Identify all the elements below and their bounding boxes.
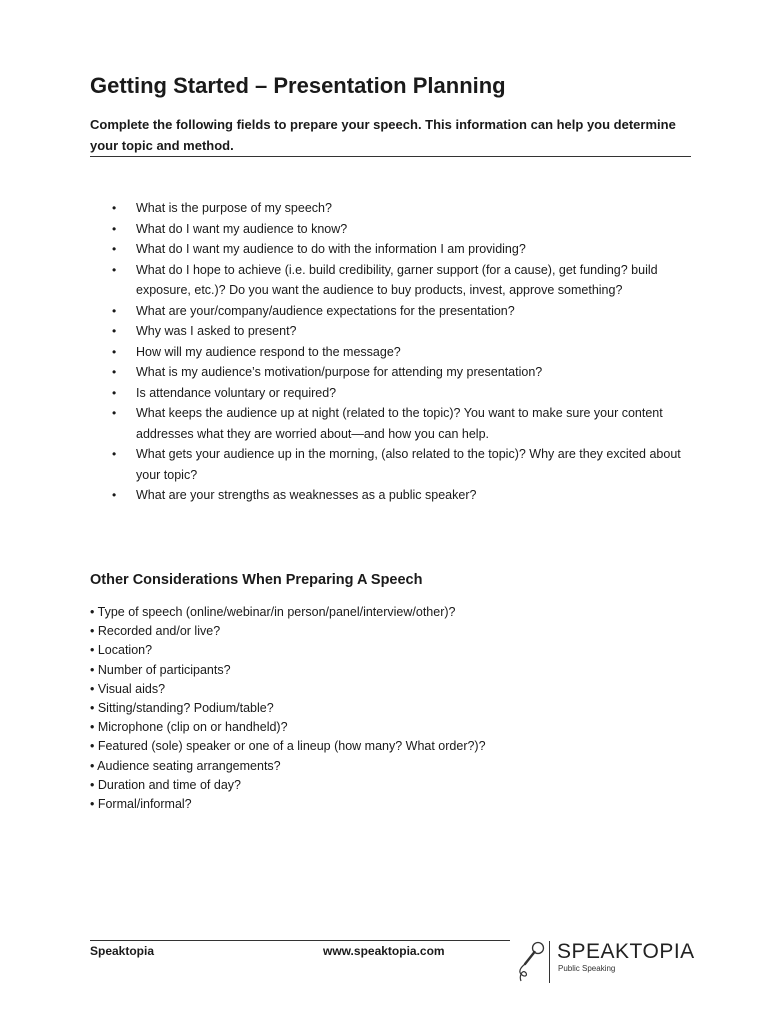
- question-text: Is attendance voluntary or required?: [136, 385, 337, 400]
- question-item: [112, 219, 692, 240]
- bullet-icon: •: [112, 324, 117, 338]
- question-text: What keeps the audience up at night (related to the topic)? You want to make sure your content addresses what they are worried about—and how you can help.: [136, 406, 663, 441]
- consideration-item: • Visual aids?: [90, 681, 166, 696]
- bullet-icon: •: [112, 242, 117, 256]
- logo-divider: [549, 941, 550, 983]
- bullet-icon: •: [112, 262, 117, 277]
- question-item: [112, 301, 692, 322]
- header-divider: [90, 156, 691, 157]
- bullet-icon: •: [112, 344, 117, 359]
- consideration-item: • Audience seating arrangements?: [90, 758, 281, 773]
- question-text: What do I hope to achieve (i.e. build credibility, garner support (for a cause), get funding? build exposure, etc.)? Do you want the audience to buy products, invest, approve something?: [136, 262, 658, 297]
- consideration-item: • Microphone (clip on or handheld)?: [90, 720, 288, 735]
- question-text: What do I want my audience to do with the information I am providing?: [136, 242, 526, 256]
- bullet-icon: •: [112, 201, 117, 215]
- logo-name: SPEAKTOPIA: [557, 940, 695, 963]
- page-title: Getting Started – Presentation Planning: [90, 73, 506, 98]
- question-item: [112, 260, 692, 301]
- question-item: [112, 239, 692, 260]
- consideration-item: • Recorded and/or live?: [90, 624, 221, 639]
- considerations-heading: Other Considerations When Preparing A Speech: [90, 572, 423, 588]
- bullet-icon: •: [112, 488, 117, 502]
- footer-url: www.speaktopia.com: [323, 944, 445, 958]
- consideration-item: • Duration and time of day?: [90, 777, 241, 792]
- bullet-icon: •: [112, 365, 117, 379]
- bullet-icon: •: [112, 385, 117, 400]
- question-item: [112, 362, 692, 383]
- question-item: [112, 383, 692, 404]
- question-item: [112, 403, 692, 444]
- question-item: [112, 342, 692, 363]
- consideration-item: • Type of speech (online/webinar/in person/panel/interview/other)?: [90, 605, 456, 619]
- bullet-icon: •: [112, 447, 117, 461]
- question-item: [112, 444, 692, 485]
- question-item: [112, 485, 692, 506]
- question-list: [112, 198, 692, 506]
- consideration-item: • Formal/informal?: [90, 797, 192, 812]
- intro-text: Complete the following fields to prepare your speech. This information can help you determine your topic and method.: [90, 117, 676, 153]
- consideration-item: • Location?: [90, 643, 153, 658]
- consideration-item: • Sitting/standing? Podium/table?: [90, 701, 274, 716]
- question-text: What do I want my audience to know?: [136, 221, 348, 236]
- question-text: How will my audience respond to the message?: [136, 344, 401, 359]
- question-item: [112, 198, 692, 219]
- question-text: What gets your audience up in the morning, (also related to the topic)? Why are they excited about your topic?: [136, 447, 681, 482]
- question-text: Why was I asked to present?: [136, 324, 297, 338]
- bullet-icon: •: [112, 303, 117, 318]
- consideration-item: • Number of participants?: [90, 662, 231, 677]
- question-text: What is my audience’s motivation/purpose for attending my presentation?: [136, 365, 543, 379]
- bullet-icon: •: [112, 221, 117, 236]
- question-text: What is the purpose of my speech?: [136, 201, 332, 215]
- question-item: [112, 321, 692, 342]
- consideration-item: • Featured (sole) speaker or one of a lineup (how many? What order?)?: [90, 739, 486, 754]
- bullet-icon: •: [112, 406, 117, 420]
- speaktopia-logo: [516, 938, 706, 986]
- considerations-list: [90, 603, 690, 814]
- question-text: What are your/company/audience expectations for the presentation?: [136, 303, 515, 318]
- microphone-icon: [516, 940, 546, 984]
- footer-divider: [90, 940, 510, 941]
- question-text: What are your strengths as weaknesses as a public speaker?: [136, 488, 477, 502]
- logo-tagline: Public Speaking: [558, 964, 616, 973]
- footer-brand: Speaktopia: [90, 944, 155, 958]
